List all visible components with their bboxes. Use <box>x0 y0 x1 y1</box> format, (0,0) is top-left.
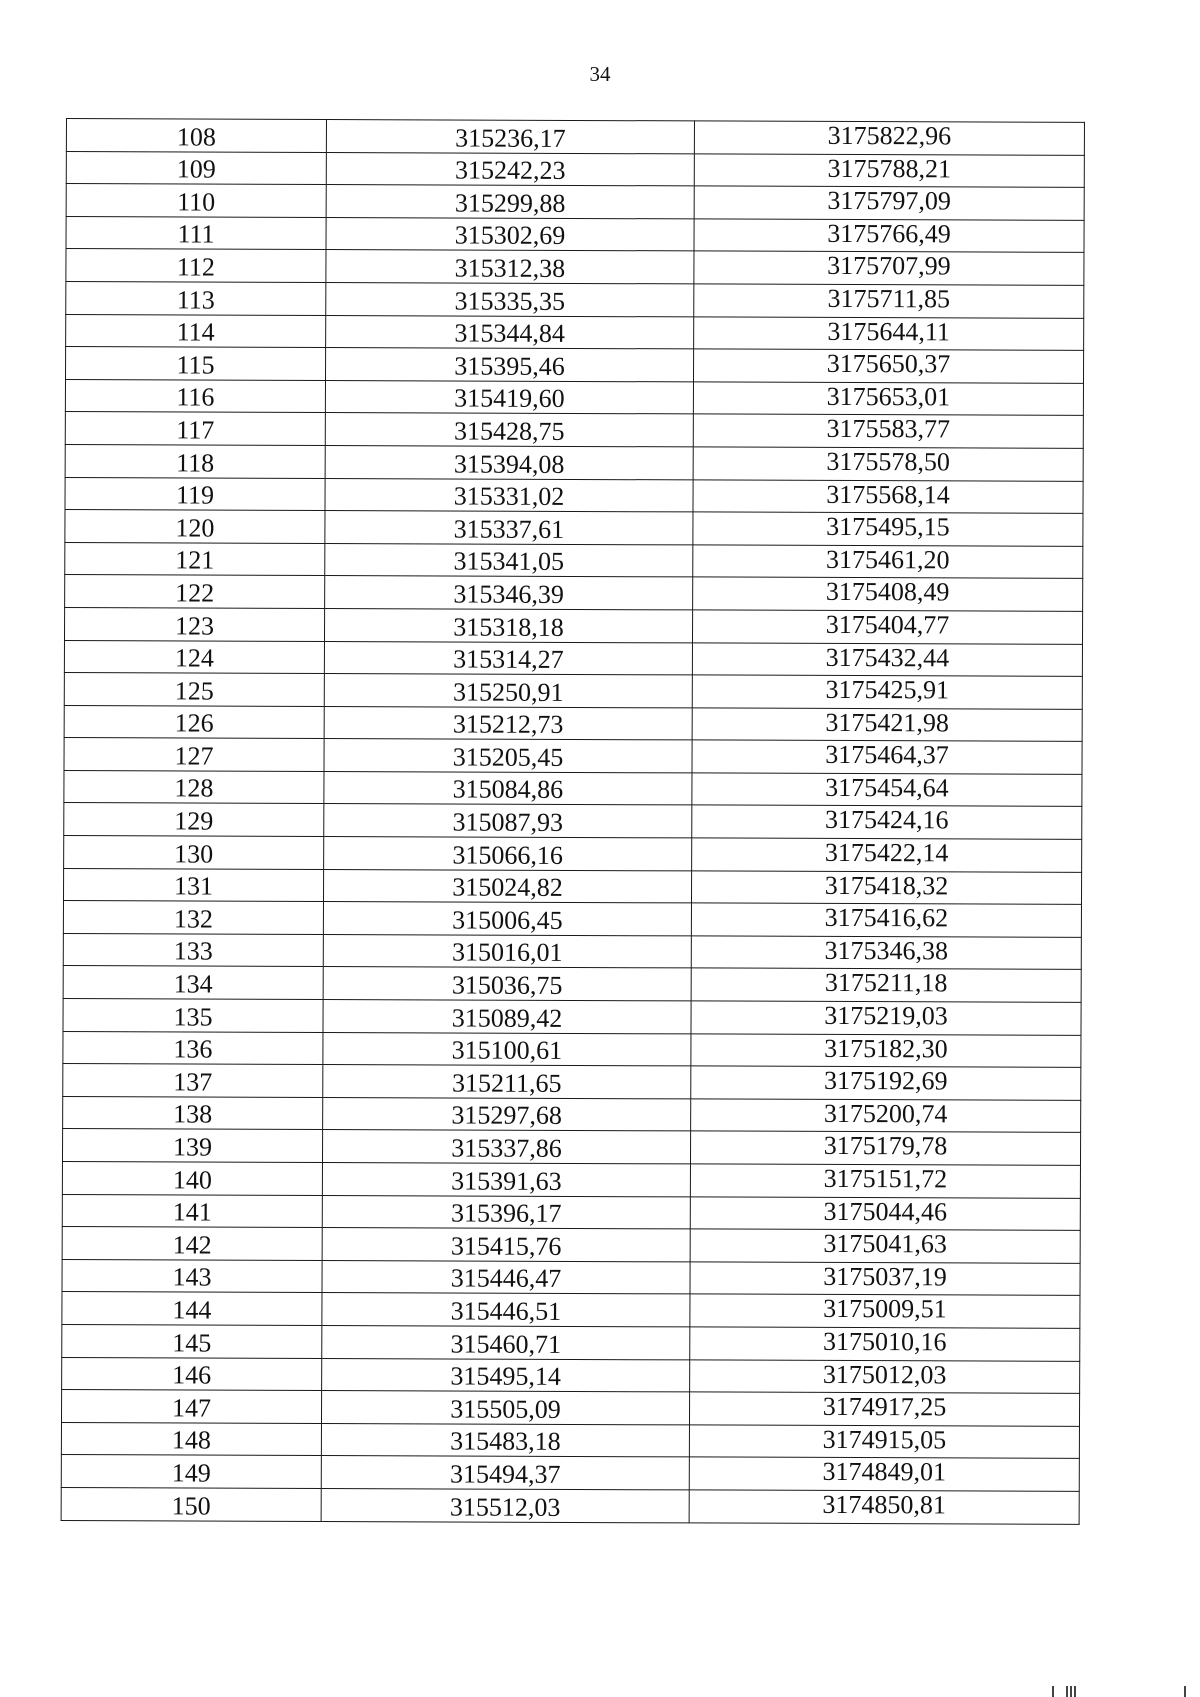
x-coordinate-cell: 315016,01 <box>323 934 691 968</box>
table-row <box>62 1227 1080 1264</box>
table-row <box>63 901 1081 938</box>
y-coordinate-cell: 3175200,74 <box>691 1099 1081 1133</box>
coordinates-table <box>61 118 1085 1524</box>
x-coordinate-cell: 315100,61 <box>323 1032 691 1066</box>
table-row <box>63 1064 1081 1101</box>
point-number-cell: 144 <box>62 1292 322 1326</box>
y-coordinate-cell: 3175404,77 <box>692 610 1082 644</box>
x-coordinate-cell: 315494,37 <box>321 1456 689 1490</box>
point-number-cell: 147 <box>61 1390 321 1424</box>
table-row <box>63 966 1081 1003</box>
x-coordinate-cell: 315006,45 <box>323 902 691 936</box>
x-coordinate-cell: 315312,38 <box>326 250 694 284</box>
point-number-cell: 150 <box>61 1487 321 1521</box>
y-coordinate-cell: 3175182,30 <box>691 1034 1081 1068</box>
point-number-cell: 149 <box>61 1455 321 1489</box>
y-coordinate-cell: 3175408,49 <box>693 577 1083 611</box>
point-number-cell: 137 <box>63 1064 323 1098</box>
point-number-cell: 133 <box>63 933 323 967</box>
point-number-cell: 134 <box>63 966 323 1000</box>
point-number-cell: 108 <box>66 119 326 153</box>
table-row <box>65 510 1083 547</box>
y-coordinate-cell: 3175797,09 <box>694 186 1084 220</box>
table-row <box>62 1292 1080 1329</box>
scan-mark <box>1052 1686 1054 1697</box>
y-coordinate-cell: 3174915,05 <box>689 1425 1079 1459</box>
y-coordinate-cell: 3175644,11 <box>694 316 1084 350</box>
point-number-cell: 148 <box>61 1422 321 1456</box>
x-coordinate-cell: 315250,91 <box>324 674 692 708</box>
table-row <box>65 477 1083 514</box>
point-number-cell: 127 <box>64 738 324 772</box>
table-row <box>61 1422 1079 1459</box>
point-number-cell: 131 <box>63 868 323 902</box>
x-coordinate-cell: 315391,63 <box>322 1162 690 1196</box>
point-number-cell: 109 <box>66 151 326 185</box>
point-number-cell: 132 <box>63 901 323 935</box>
point-number-cell: 136 <box>63 1031 323 1065</box>
y-coordinate-cell: 3175192,69 <box>691 1066 1081 1100</box>
point-number-cell: 118 <box>65 444 325 478</box>
y-coordinate-cell: 3175711,85 <box>694 284 1084 318</box>
x-coordinate-cell: 315089,42 <box>323 1000 691 1034</box>
y-coordinate-cell: 3175653,01 <box>693 382 1083 416</box>
point-number-cell: 140 <box>62 1161 322 1195</box>
table-row <box>66 216 1084 253</box>
table-row <box>66 281 1084 318</box>
x-coordinate-cell: 315331,02 <box>325 478 693 512</box>
point-number-cell: 141 <box>62 1194 322 1228</box>
scan-mark <box>1070 1686 1072 1697</box>
point-number-cell: 123 <box>64 607 324 641</box>
point-number-cell: 146 <box>62 1357 322 1391</box>
y-coordinate-cell: 3175151,72 <box>690 1164 1080 1198</box>
point-number-cell: 145 <box>62 1324 322 1358</box>
table-row <box>64 607 1082 644</box>
x-coordinate-cell: 315337,61 <box>325 511 693 545</box>
x-coordinate-cell: 315297,68 <box>323 1097 691 1131</box>
x-coordinate-cell: 315236,17 <box>326 120 694 154</box>
point-number-cell: 124 <box>64 640 324 674</box>
x-coordinate-cell: 315212,73 <box>324 706 692 740</box>
y-coordinate-cell: 3175041,63 <box>690 1229 1080 1263</box>
y-coordinate-cell: 3175578,50 <box>693 447 1083 481</box>
x-coordinate-cell: 315205,45 <box>324 739 692 773</box>
scan-mark <box>1066 1686 1068 1697</box>
table-row <box>65 575 1083 612</box>
table-row <box>61 1390 1079 1427</box>
x-coordinate-cell: 315346,39 <box>325 576 693 610</box>
point-number-cell: 120 <box>65 510 325 544</box>
table-row <box>64 705 1082 742</box>
table-row <box>66 119 1084 156</box>
table-row <box>62 1259 1080 1296</box>
point-number-cell: 110 <box>66 184 326 218</box>
table-row <box>62 1357 1080 1394</box>
point-number-cell: 113 <box>66 281 326 315</box>
y-coordinate-cell: 3175422,14 <box>692 838 1082 872</box>
y-coordinate-cell: 3175010,16 <box>690 1327 1080 1361</box>
y-coordinate-cell: 3175788,21 <box>694 154 1084 188</box>
point-number-cell: 116 <box>65 379 325 413</box>
y-coordinate-cell: 3175211,18 <box>691 968 1081 1002</box>
y-coordinate-cell: 3175346,38 <box>691 936 1081 970</box>
table-row <box>61 1455 1079 1492</box>
point-number-cell: 138 <box>63 1096 323 1130</box>
y-coordinate-cell: 3175044,46 <box>690 1196 1080 1230</box>
table-row <box>66 314 1084 351</box>
table-row <box>63 999 1081 1036</box>
y-coordinate-cell: 3175495,15 <box>693 512 1083 546</box>
point-number-cell: 129 <box>64 803 324 837</box>
y-coordinate-cell: 3175418,32 <box>691 871 1081 905</box>
point-number-cell: 119 <box>65 477 325 511</box>
table-row <box>62 1161 1080 1198</box>
x-coordinate-cell: 315211,65 <box>323 1065 691 1099</box>
x-coordinate-cell: 315415,76 <box>322 1228 690 1262</box>
y-coordinate-cell: 3175461,20 <box>693 545 1083 579</box>
x-coordinate-cell: 315318,18 <box>324 608 692 642</box>
y-coordinate-cell: 3175650,37 <box>693 349 1083 383</box>
point-number-cell: 135 <box>63 999 323 1033</box>
x-coordinate-cell: 315505,09 <box>321 1391 689 1425</box>
table-row <box>65 379 1083 416</box>
y-coordinate-cell: 3175707,99 <box>694 251 1084 285</box>
y-coordinate-cell: 3175766,49 <box>694 219 1084 253</box>
point-number-cell: 125 <box>64 673 324 707</box>
y-coordinate-cell: 3175464,37 <box>692 740 1082 774</box>
table-row <box>64 803 1082 840</box>
x-coordinate-cell: 315396,17 <box>322 1195 690 1229</box>
point-number-cell: 143 <box>62 1259 322 1293</box>
x-coordinate-cell: 315419,60 <box>325 380 693 414</box>
y-coordinate-cell: 3175037,19 <box>690 1262 1080 1296</box>
x-coordinate-cell: 315446,51 <box>322 1293 690 1327</box>
point-number-cell: 111 <box>66 216 326 250</box>
point-number-cell: 115 <box>65 347 325 381</box>
y-coordinate-cell: 3175583,77 <box>693 414 1083 448</box>
table-row <box>65 542 1083 579</box>
table-row <box>65 347 1083 384</box>
coordinates-table-body <box>61 119 1084 1524</box>
page-number: 34 <box>589 62 611 86</box>
y-coordinate-cell: 3174917,25 <box>689 1392 1079 1426</box>
x-coordinate-cell: 315395,46 <box>325 348 693 382</box>
x-coordinate-cell: 315446,47 <box>322 1260 690 1294</box>
x-coordinate-cell: 315394,08 <box>325 445 693 479</box>
table-row <box>65 412 1083 449</box>
x-coordinate-cell: 315302,69 <box>326 217 694 251</box>
point-number-cell: 121 <box>65 542 325 576</box>
y-coordinate-cell: 3175424,16 <box>692 805 1082 839</box>
table-row <box>63 1096 1081 1133</box>
point-number-cell: 122 <box>65 575 325 609</box>
y-coordinate-cell: 3175454,64 <box>692 773 1082 807</box>
point-number-cell: 112 <box>66 249 326 283</box>
point-number-cell: 128 <box>64 770 324 804</box>
table-row <box>65 444 1083 481</box>
x-coordinate-cell: 315512,03 <box>321 1488 689 1522</box>
table-row <box>62 1324 1080 1361</box>
y-coordinate-cell: 3175822,96 <box>694 121 1084 155</box>
y-coordinate-cell: 3175421,98 <box>692 708 1082 742</box>
table-row <box>64 770 1082 807</box>
table-row <box>63 868 1081 905</box>
y-coordinate-cell: 3175179,78 <box>690 1131 1080 1165</box>
x-coordinate-cell: 315084,86 <box>324 771 692 805</box>
x-coordinate-cell: 315460,71 <box>322 1325 690 1359</box>
y-coordinate-cell: 3175568,14 <box>693 479 1083 513</box>
x-coordinate-cell: 315428,75 <box>325 413 693 447</box>
x-coordinate-cell: 315335,35 <box>326 282 694 316</box>
point-number-cell: 117 <box>65 412 325 446</box>
x-coordinate-cell: 315314,27 <box>324 641 692 675</box>
x-coordinate-cell: 315024,82 <box>323 869 691 903</box>
table-row <box>66 184 1084 221</box>
table-row <box>64 738 1082 775</box>
y-coordinate-cell: 3174849,01 <box>689 1457 1079 1491</box>
point-number-cell: 139 <box>62 1129 322 1163</box>
table-row <box>62 1129 1080 1166</box>
y-coordinate-cell: 3175425,91 <box>692 675 1082 709</box>
x-coordinate-cell: 315344,84 <box>326 315 694 349</box>
x-coordinate-cell: 315483,18 <box>321 1423 689 1457</box>
table-row <box>61 1487 1079 1524</box>
x-coordinate-cell: 315087,93 <box>324 804 692 838</box>
table-row <box>66 151 1084 188</box>
point-number-cell: 130 <box>64 836 324 870</box>
table-row <box>64 640 1082 677</box>
scan-marks <box>1052 1686 1192 1697</box>
x-coordinate-cell: 315299,88 <box>326 185 694 219</box>
table-row <box>63 933 1081 970</box>
x-coordinate-cell: 315495,14 <box>322 1358 690 1392</box>
table-row <box>64 836 1082 873</box>
table-row <box>62 1194 1080 1231</box>
x-coordinate-cell: 315242,23 <box>326 152 694 186</box>
point-number-cell: 126 <box>64 705 324 739</box>
table-row <box>64 673 1082 710</box>
x-coordinate-cell: 315066,16 <box>324 837 692 871</box>
x-coordinate-cell: 315341,05 <box>325 543 693 577</box>
point-number-cell: 142 <box>62 1227 322 1261</box>
y-coordinate-cell: 3175219,03 <box>691 1001 1081 1035</box>
x-coordinate-cell: 315337,86 <box>322 1130 690 1164</box>
scan-mark <box>1184 1686 1186 1697</box>
scan-mark <box>1074 1686 1076 1697</box>
y-coordinate-cell: 3175012,03 <box>690 1359 1080 1393</box>
point-number-cell: 114 <box>66 314 326 348</box>
table-row <box>63 1031 1081 1068</box>
table-row <box>66 249 1084 286</box>
y-coordinate-cell: 3175009,51 <box>690 1294 1080 1328</box>
y-coordinate-cell: 3175416,62 <box>691 903 1081 937</box>
y-coordinate-cell: 3175432,44 <box>692 642 1082 676</box>
x-coordinate-cell: 315036,75 <box>323 967 691 1001</box>
y-coordinate-cell: 3174850,81 <box>689 1490 1079 1524</box>
